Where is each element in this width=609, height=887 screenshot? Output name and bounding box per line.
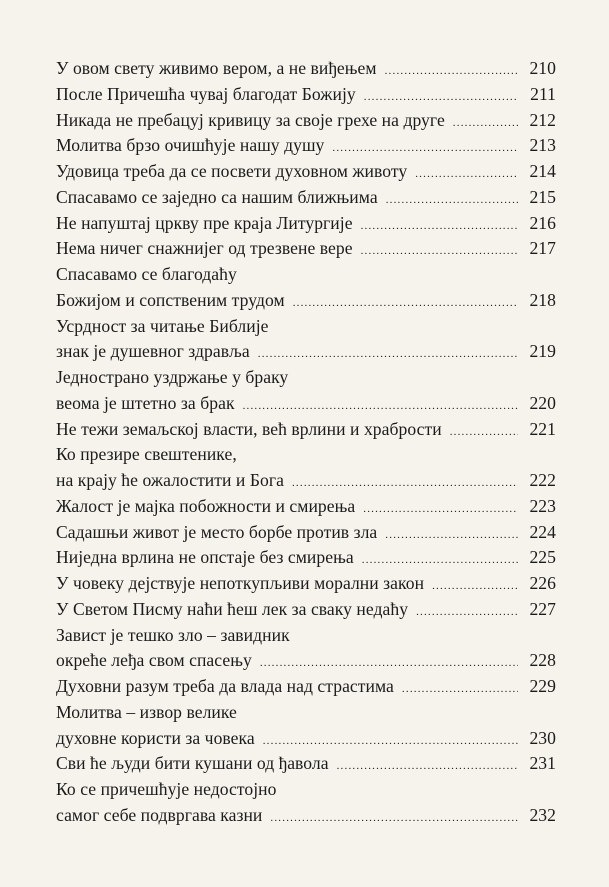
toc-line — [56, 468, 556, 494]
toc-line — [56, 133, 556, 159]
dot-leader — [415, 162, 518, 188]
toc-entry-title: Молитва брзо очишћује нашу душу — [56, 135, 325, 156]
toc-page-number: 214 — [529, 161, 556, 181]
toc-page-number: 218 — [529, 289, 556, 310]
toc-page-number: 210 — [529, 58, 556, 78]
toc-entry-title: веома је штетно за брак — [56, 392, 235, 413]
toc-page-number: 232 — [529, 804, 556, 825]
toc-entry — [56, 365, 556, 417]
toc-page-number: 227 — [529, 598, 556, 619]
toc-entry — [56, 700, 556, 752]
dot-leader — [402, 677, 518, 703]
toc-entry-title: Сви ће људи бити кушани од ђавола — [56, 753, 329, 774]
toc-page-number: 221 — [529, 418, 556, 439]
toc-page-number: 213 — [529, 135, 556, 156]
toc-line — [56, 339, 556, 365]
toc-line — [56, 262, 556, 288]
toc-line — [56, 597, 556, 623]
toc-line — [56, 442, 556, 468]
toc-entry — [56, 597, 556, 623]
toc-entry-title: духовне користи за човека — [56, 727, 255, 748]
toc-entry-title: Усрдност за читање Библије — [56, 315, 269, 336]
toc-page-number: 211 — [530, 83, 556, 104]
toc-entry-title: Садашњи живот је место борбе против зла — [56, 521, 378, 542]
toc-page-number: 228 — [529, 650, 556, 671]
toc-page-number: 212 — [529, 109, 556, 130]
toc-entry-title: знак је душевног здравља — [56, 341, 250, 362]
toc-line — [56, 288, 556, 314]
dot-leader — [258, 342, 518, 368]
toc-entry — [56, 545, 556, 571]
toc-page-number: 230 — [529, 727, 556, 748]
toc-page-number: 215 — [529, 186, 556, 207]
toc-line — [56, 236, 556, 262]
toc-page-number: 222 — [529, 470, 556, 490]
toc-line — [56, 159, 556, 185]
toc-entry-title: самог себе подвргава казни — [56, 804, 263, 825]
toc-entry — [56, 777, 556, 829]
dot-leader — [416, 600, 518, 626]
toc-entry — [56, 82, 556, 108]
toc-entry-title: Спасавамо се благодаћу — [56, 264, 237, 284]
toc-line — [56, 571, 556, 597]
toc-page-number: 224 — [529, 521, 556, 542]
toc-entry — [56, 494, 556, 520]
dot-leader — [385, 523, 518, 549]
toc-entry-title: Ниједна врлина не опстаје без смирења — [56, 547, 354, 568]
toc-line — [56, 700, 556, 726]
toc-line — [56, 751, 556, 777]
toc-entry-title: на крају ће ожалостити и Бога — [56, 470, 284, 490]
toc-entry-title: У Светом Писму наћи ћеш лек за сваку недаћу — [56, 598, 409, 619]
toc-line — [56, 185, 556, 211]
toc-line — [56, 365, 556, 391]
toc-entry — [56, 211, 556, 237]
toc-line — [56, 314, 556, 340]
toc-entry-title: Спасавамо се заједно са нашим ближњима — [56, 186, 378, 207]
dot-leader — [432, 574, 518, 600]
toc-page-number: 231 — [529, 753, 556, 774]
toc-entry — [56, 623, 556, 675]
toc-entry-title: После Причешћа чувај благодат Божију — [56, 83, 356, 104]
toc-entry-title: Не тежи земаљској власти, већ врлини и храбрости — [56, 418, 442, 439]
toc-entry-title: Никада не пребацуј кривицу за своје грехе на друге — [56, 109, 445, 130]
dot-leader — [386, 188, 518, 214]
dot-leader — [385, 59, 518, 85]
toc-page-number: 229 — [529, 676, 556, 696]
toc-page-number: 223 — [529, 495, 556, 516]
toc-entry — [56, 56, 556, 82]
dot-leader — [361, 239, 518, 265]
toc-entry-title: Божијом и сопственим трудом — [56, 289, 285, 310]
toc-page-number: 226 — [529, 573, 556, 593]
dot-leader — [363, 497, 518, 523]
toc-entry — [56, 108, 556, 134]
dot-leader — [453, 111, 518, 137]
toc-entry-title: Жалост је мајка побожности и смирења — [56, 495, 356, 516]
toc-line — [56, 623, 556, 649]
toc-entry — [56, 751, 556, 777]
toc-entry-title: Ко презире свештенике, — [56, 444, 237, 465]
toc-entry — [56, 236, 556, 262]
toc-entry — [56, 185, 556, 211]
toc-line — [56, 803, 556, 829]
toc-line — [56, 494, 556, 520]
toc-entry-title: Нема ничег снажнијег од трезвене вере — [56, 238, 353, 259]
dot-leader — [293, 291, 518, 317]
toc-entry-title: Ко се причешћује недостојно — [56, 779, 277, 799]
toc-entry-title: Молитва – извор велике — [56, 701, 237, 722]
toc-entry-title: У човеку дејствује непоткупљиви морални закон — [56, 573, 425, 593]
toc-line — [56, 726, 556, 752]
toc-entry — [56, 520, 556, 546]
toc-line — [56, 674, 556, 700]
toc-page-number: 219 — [529, 341, 556, 362]
toc-entry-title: Завист је тешко зло – завидник — [56, 624, 290, 645]
toc-line — [56, 545, 556, 571]
table-of-contents — [56, 56, 556, 829]
toc-entry-title: окреће леђа свом спасењу — [56, 650, 252, 671]
dot-leader — [337, 754, 518, 780]
toc-page-number: 225 — [529, 547, 556, 568]
toc-entry-title: Не напуштај цркву пре краја Литургије — [56, 212, 353, 233]
dot-leader — [361, 214, 518, 240]
toc-entry — [56, 314, 556, 366]
toc-page-number: 216 — [529, 212, 556, 233]
toc-line — [56, 417, 556, 443]
dot-leader — [270, 806, 518, 832]
dot-leader — [450, 420, 518, 446]
toc-entry-title: Једнострано уздржање у браку — [56, 367, 289, 387]
toc-line — [56, 108, 556, 134]
toc-entry-title: Духовни разум треба да влада над страстима — [56, 676, 394, 696]
toc-page-number: 217 — [529, 238, 556, 259]
toc-line — [56, 211, 556, 237]
toc-entry — [56, 133, 556, 159]
toc-entry — [56, 159, 556, 185]
toc-line — [56, 520, 556, 546]
toc-line — [56, 82, 556, 108]
toc-page-number: 220 — [529, 392, 556, 413]
toc-line — [56, 777, 556, 803]
toc-entry-title: У овом свету живимо вером, а не виђењем — [56, 58, 377, 78]
toc-line — [56, 391, 556, 417]
toc-entry — [56, 262, 556, 314]
toc-entry — [56, 417, 556, 443]
toc-entry — [56, 442, 556, 494]
toc-line — [56, 648, 556, 674]
toc-entry — [56, 571, 556, 597]
toc-entry — [56, 674, 556, 700]
toc-entry-title: Удовица треба да се посвети духовном животу — [56, 161, 408, 181]
toc-line — [56, 56, 556, 82]
